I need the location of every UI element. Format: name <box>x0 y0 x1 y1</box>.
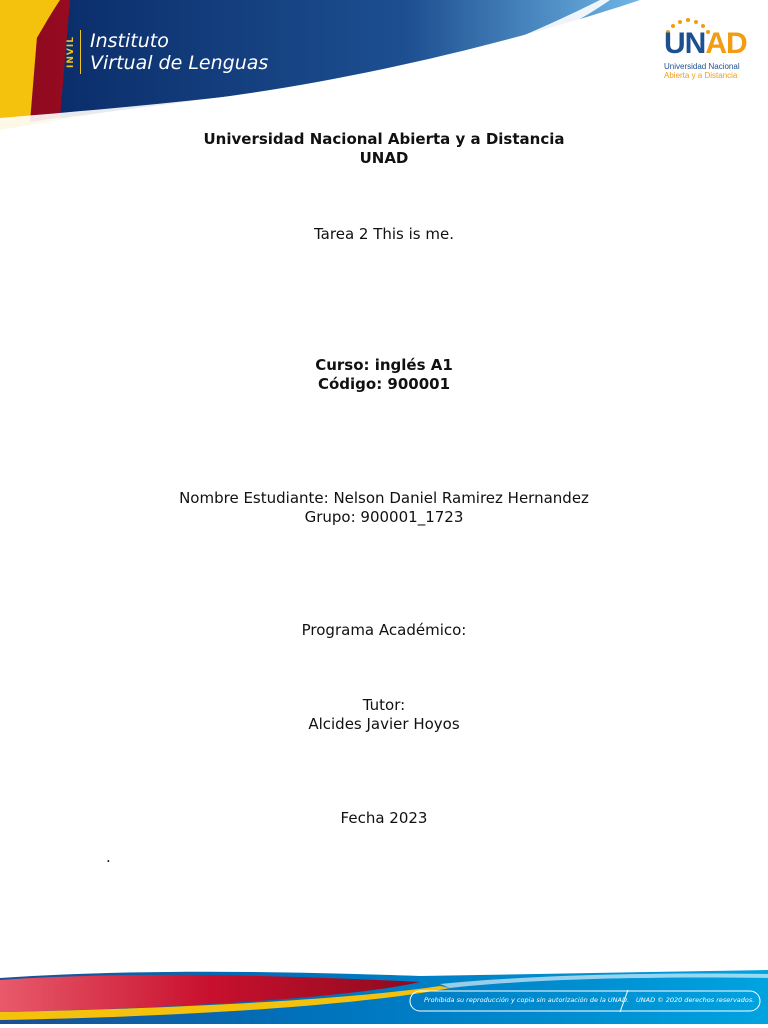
unad-wordmark <box>664 28 747 60</box>
logo-subtitle <box>664 62 754 80</box>
stray-period: . <box>106 848 111 866</box>
student-group: Grupo: 900001_1723 <box>304 508 464 526</box>
logo-letters-ad: AD <box>705 27 747 60</box>
tutor-name: Alcides Javier Hoyos <box>308 715 460 733</box>
institute-line-1: Instituto <box>90 30 169 52</box>
academic-program: Programa Académico: <box>301 621 467 639</box>
university-name: Universidad Nacional Abierta y a Distancia <box>203 130 565 148</box>
task-title: Tarea 2 This is me. <box>314 225 454 243</box>
institute-line-2: Virtual de Lenguas <box>90 52 269 74</box>
footer-notice: Prohibida su reproducción y copia sin autorización de la UNAD. <box>424 996 630 1004</box>
logo-subtitle-line-2: Abierta y a Distancia <box>664 71 738 80</box>
course-code: Código: 900001 <box>317 375 451 393</box>
logo-subtitle-line-1: Universidad Nacional <box>664 62 740 71</box>
tutor-label: Tutor: <box>362 696 406 714</box>
footer-copyright: UNAD © 2020 derechos reservados. <box>636 996 755 1004</box>
document-date: Fecha 2023 <box>340 809 428 827</box>
logo-letter-n: N <box>684 27 706 60</box>
invil-tag: INVIL <box>66 30 81 74</box>
unad-logo <box>660 18 750 88</box>
student-name: Nombre Estudiante: Nelson Daniel Ramirez Hernandez <box>179 489 589 507</box>
institute-name <box>90 30 268 74</box>
university-acronym: UNAD <box>359 149 409 167</box>
logo-letter-u: U <box>664 27 685 60</box>
course-name: Curso: inglés A1 <box>315 356 453 374</box>
